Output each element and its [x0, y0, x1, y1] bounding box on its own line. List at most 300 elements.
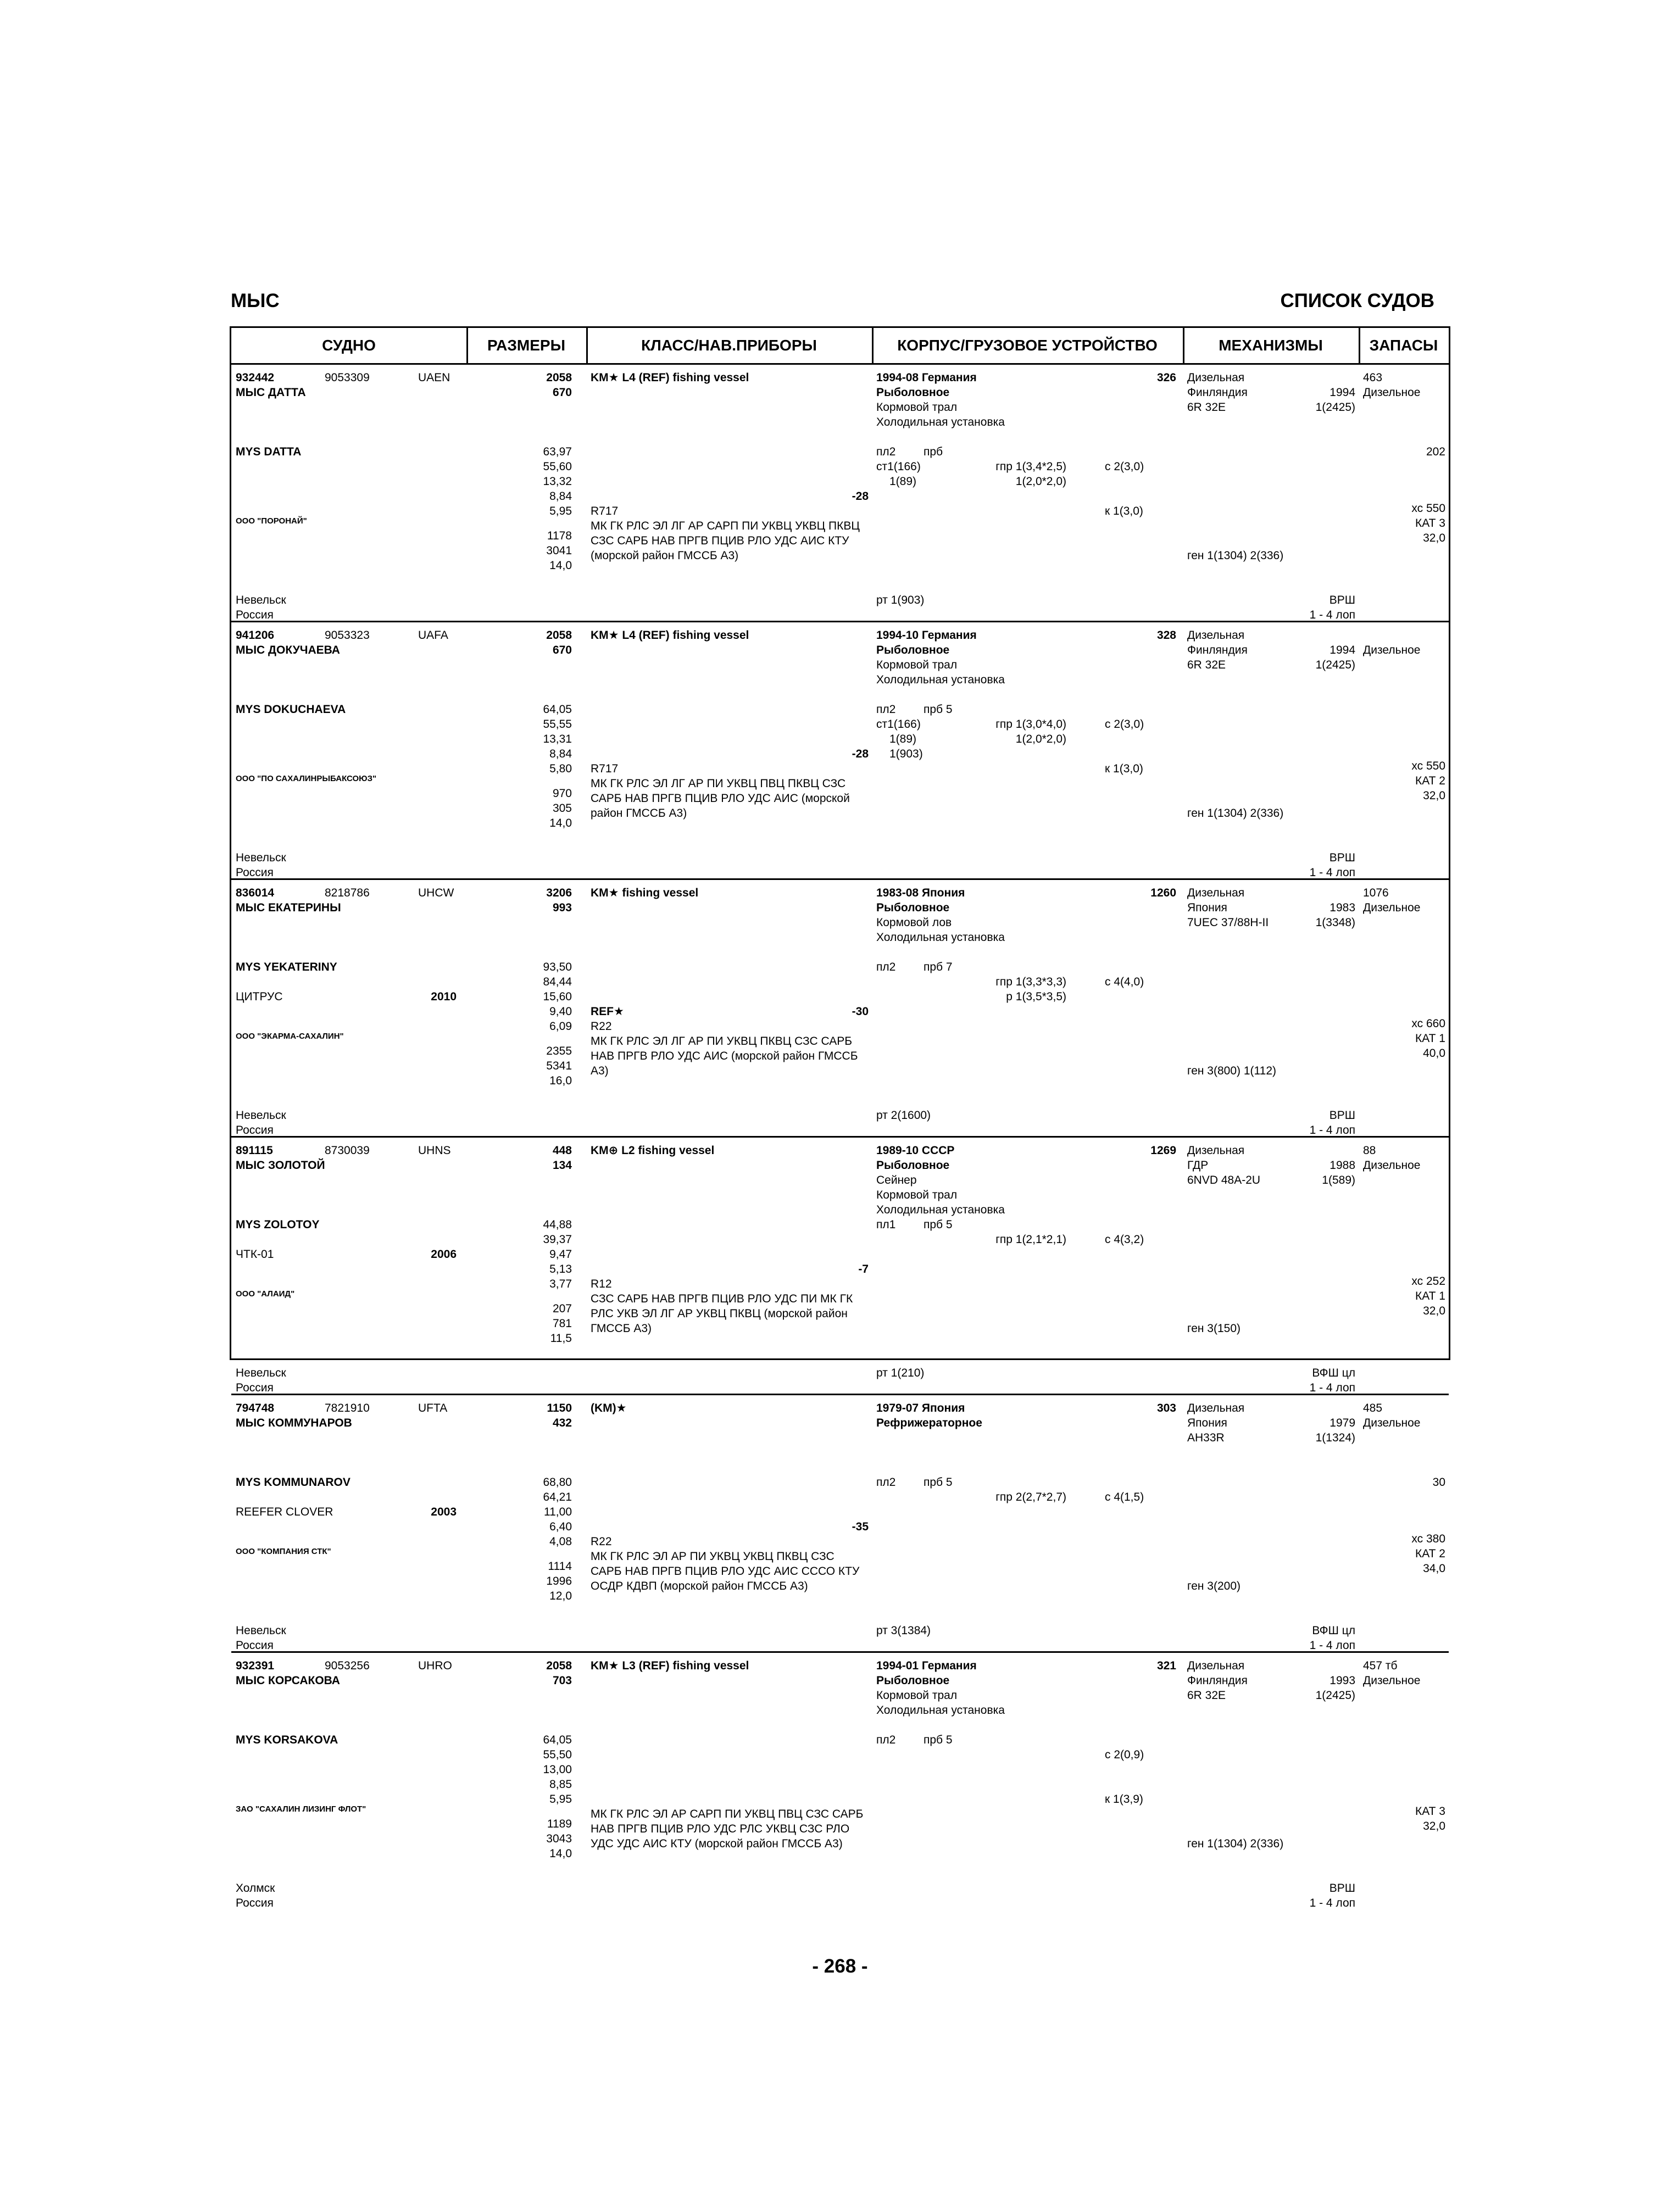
owner: ООО "ПОРОНАЙ": [236, 516, 307, 526]
column-header-stores: ЗАПАСЫ: [1369, 337, 1438, 354]
engine-model: 7UEC 37/88H-II: [1187, 916, 1269, 929]
build-year-country: 1983-08 Япония: [876, 887, 965, 899]
engine-type: Дизельная: [1187, 1659, 1245, 1672]
home-port: Невельск: [236, 851, 286, 864]
engine-country: Финляндия: [1187, 386, 1248, 399]
crane-line: с 2(0,9): [1105, 1748, 1144, 1761]
hull-type-line: Рыболовное: [876, 1159, 950, 1172]
imo-number: 9053309: [325, 371, 370, 384]
imo-number: 9053256: [325, 1659, 370, 1672]
net-tonnage: 670: [552, 644, 572, 656]
register-number: 891115: [236, 1144, 273, 1157]
crane-line: с 2(3,0): [1105, 718, 1144, 731]
crane-line: с 4(1,5): [1105, 1491, 1144, 1503]
net-tonnage: 993: [552, 901, 572, 914]
deck-line: ст1(166): [876, 718, 921, 731]
vessel-name: МЫС КОММУНАРОВ: [236, 1417, 352, 1429]
fuel-type: Дизельное: [1363, 1159, 1421, 1172]
class-notation: KM★ fishing vessel: [591, 887, 699, 899]
dimension-value: 55,60: [543, 460, 572, 473]
fuel-type: Дизельное: [1363, 1417, 1421, 1429]
capacity-value: 14,0: [549, 559, 572, 572]
engine-type: Дизельная: [1187, 1402, 1245, 1414]
vessel-name-latin: MYS KORSAKOVA: [236, 1734, 338, 1746]
dimension-value: 9,40: [549, 1005, 572, 1018]
navigation-equipment: МК ГК РЛС ЭЛ ЛГ АР САРП ПИ УКВЦ УКВЦ ПКВЦ СЗС САРБ НАВ ПРГВ ПЦИВ РЛО УДС АИС КТУ (морской район ГМССБ А3): [591, 520, 860, 562]
deck-line: 1(903): [889, 748, 923, 760]
dimension-value: 5,13: [549, 1263, 572, 1275]
country: Россия: [236, 1381, 274, 1394]
engine-type: Дизельная: [1187, 1144, 1245, 1157]
dimension-value: 64,05: [543, 703, 572, 716]
gross-tonnage: 2058: [546, 1659, 572, 1672]
navigation-equipment: СЗС САРБ НАВ ПРГВ ПЦИВ РЛО УДС ПИ МК ГК РЛС УКВ ЭЛ ЛГ АР УКВЦ ПКВЦ (морской район ГМССБ А3): [591, 1293, 853, 1335]
dimension-value: 63,97: [543, 445, 572, 458]
column-header-class: КЛАСС/НАВ.ПРИБОРЫ: [641, 337, 817, 354]
generators: ген 3(800) 1(112): [1187, 1065, 1276, 1077]
capacity-value: 2355: [546, 1045, 572, 1057]
engine-power: 1(2425): [1315, 659, 1355, 671]
fuel-type: Дизельное: [1363, 1674, 1421, 1687]
refrigerant-code: R22: [591, 1535, 612, 1548]
dimension-value: 8,84: [549, 748, 572, 760]
crane-line: к 1(3,0): [1105, 762, 1143, 775]
deck-line: 1(89): [889, 475, 917, 488]
deck-line: пл1: [876, 1218, 896, 1231]
engine-country: Финляндия: [1187, 644, 1248, 656]
crane-line: к 1(3,9): [1105, 1793, 1143, 1806]
engine-year: 1993: [1329, 1674, 1355, 1687]
imo-number: 9053323: [325, 629, 370, 642]
country: Россия: [236, 1897, 274, 1909]
vessel-name: МЫС ЗОЛОТОЙ: [236, 1159, 325, 1172]
stores-low: 32,0: [1423, 1305, 1445, 1317]
engine-country: Финляндия: [1187, 1674, 1248, 1687]
call-sign: UAEN: [418, 371, 450, 384]
vessel-record: [231, 1138, 1449, 1395]
class-notation: KM★ L3 (REF) fishing vessel: [591, 1659, 749, 1672]
register-number: 932391: [236, 1659, 275, 1672]
build-year-country: 1994-01 Германия: [876, 1659, 977, 1672]
hull-bottom: рт 2(1600): [876, 1109, 931, 1122]
propeller: ВРШ: [1329, 1882, 1355, 1895]
refrigeration-temp: -7: [858, 1263, 869, 1275]
stores-low: хс 550: [1411, 502, 1445, 515]
navigation-equipment: МК ГК РЛС ЭЛ ЛГ АР ПИ УКВЦ ПВЦ ПКВЦ СЗС САРБ НАВ ПРГВ ПЦИВ РЛО УДС АИС (морской район ГМССБ А3): [591, 777, 850, 820]
gear-line: прб 5: [924, 1734, 953, 1746]
stores-low: 40,0: [1423, 1047, 1445, 1060]
column-header-vessel: СУДНО: [322, 337, 376, 354]
gear-line: гпр 1(3,3*3,3): [995, 976, 1066, 988]
dimension-value: 93,50: [543, 961, 572, 973]
header-title-right: СПИСОК СУДОВ: [1280, 290, 1434, 311]
build-year-country: 1979-07 Япония: [876, 1402, 965, 1414]
former-name: ЧТК-01: [236, 1248, 274, 1261]
propeller: ВРШ: [1329, 1109, 1355, 1122]
hull-type-line: Холодильная установка: [876, 1704, 1005, 1717]
capacity-value: 11,5: [550, 1332, 572, 1345]
owner: ЗАО "САХАЛИН ЛИЗИНГ ФЛОТ": [236, 1804, 366, 1814]
former-name-year: 2010: [431, 990, 457, 1003]
engine-model: 6R 32E: [1187, 659, 1226, 671]
home-port: Невельск: [236, 1109, 286, 1122]
stores-low: КАТ 3: [1415, 517, 1445, 530]
stores-low: хс 252: [1411, 1275, 1445, 1288]
dimension-value: 5,80: [549, 762, 572, 775]
engine-country: ГДР: [1187, 1159, 1209, 1172]
refrigerant-code: R22: [591, 1020, 612, 1033]
vessel-record: [231, 1395, 1449, 1653]
former-name: ЦИТРУС: [236, 990, 283, 1003]
propeller: ВРШ: [1329, 594, 1355, 606]
net-tonnage: 432: [552, 1417, 572, 1429]
imo-number: 8730039: [325, 1144, 370, 1157]
dimension-value: 39,37: [543, 1233, 572, 1246]
class-notation: KM⊕ L2 fishing vessel: [591, 1144, 715, 1157]
gross-tonnage: 2058: [546, 371, 572, 384]
engine-year: 1988: [1329, 1159, 1355, 1172]
hull-type-line: Рефрижераторное: [876, 1417, 982, 1429]
hull-bottom: рт 1(210): [876, 1367, 925, 1379]
register-number: 932442: [236, 371, 275, 384]
deck-line: пл2: [876, 1734, 896, 1746]
hull-type-line: Сейнер: [876, 1174, 917, 1186]
dimension-value: 11,00: [544, 1506, 572, 1518]
propeller-blades: 1 - 4 лоп: [1309, 866, 1355, 879]
gross-tonnage: 448: [552, 1144, 572, 1157]
crane-line: с 4(4,0): [1105, 976, 1144, 988]
refrigerant-code: R717: [591, 505, 619, 517]
build-year-country: 1994-08 Германия: [876, 371, 977, 384]
country: Россия: [236, 866, 274, 879]
capacity-value: 16,0: [549, 1074, 572, 1087]
page-number: - 268 -: [812, 1956, 868, 1977]
capacity-value: 1114: [548, 1560, 572, 1573]
hull-type-line: Холодильная установка: [876, 416, 1005, 428]
build-year-country: 1994-10 Германия: [876, 629, 977, 642]
gear-line: 1(2,0*2,0): [1015, 733, 1066, 745]
vessel-record: [231, 880, 1449, 1138]
generators: ген 1(1304) 2(336): [1187, 1837, 1284, 1850]
crane-line: с 2(3,0): [1105, 460, 1144, 473]
propeller: ВФШ цл: [1312, 1367, 1355, 1379]
engine-year: 1994: [1329, 644, 1355, 656]
gear-line: гпр 1(3,4*2,5): [995, 460, 1066, 473]
refrigeration-temp: -28: [852, 490, 869, 503]
capacity-value: 5341: [546, 1060, 572, 1072]
hull-type-line: Холодильная установка: [876, 931, 1005, 944]
class-notation: (KM)★: [591, 1402, 627, 1414]
capacity-value: 781: [552, 1317, 572, 1330]
hull-type-line: Рыболовное: [876, 901, 950, 914]
capacity-value: 207: [552, 1302, 572, 1315]
gear-line: прб 7: [924, 961, 953, 973]
gear-line: прб 5: [924, 1218, 953, 1231]
vessel-record: [231, 622, 1449, 880]
column-header-hull: КОРПУС/ГРУЗОВОЕ УСТРОЙСТВО: [897, 337, 1158, 354]
deck-line: пл2: [876, 703, 896, 716]
engine-type: Дизельная: [1187, 629, 1245, 642]
fuel-type: Дизельное: [1363, 386, 1421, 399]
generators: ген 1(1304) 2(336): [1187, 807, 1284, 820]
stores-top: 463: [1363, 371, 1383, 384]
engine-year: 1983: [1329, 901, 1355, 914]
refrigerant-code: R717: [591, 762, 619, 775]
vessel-name-latin: MYS YEKATERINY: [236, 961, 337, 973]
column-header-dimensions: РАЗМЕРЫ: [487, 337, 566, 354]
imo-number: 7821910: [325, 1402, 370, 1414]
stores-low: хс 550: [1411, 760, 1445, 772]
gear-line: гпр 2(2,7*2,7): [995, 1491, 1066, 1503]
former-name-year: 2006: [431, 1248, 457, 1261]
stores-top: 1076: [1363, 887, 1389, 899]
capacity-value: 14,0: [549, 817, 572, 829]
stores-mid: 202: [1426, 445, 1445, 458]
country: Россия: [236, 609, 274, 621]
propeller-blades: 1 - 4 лоп: [1309, 1639, 1355, 1652]
gross-tonnage: 1150: [547, 1402, 572, 1414]
refrigerant-code: R12: [591, 1278, 612, 1290]
propeller-blades: 1 - 4 лоп: [1309, 1381, 1355, 1394]
hull-type-line: Холодильная установка: [876, 1204, 1005, 1216]
hull-type-line: Кормовой трал: [876, 1689, 958, 1702]
gross-tonnage: 2058: [546, 629, 572, 642]
engine-country: Япония: [1187, 1417, 1227, 1429]
navigation-equipment: МК ГК РЛС ЭЛ АР САРП ПИ УКВЦ ПВЦ СЗС САРБ НАВ ПРГВ ПЦИВ РЛО УДС РЛС УКВЦ СЗС РЛО УДС УДС АИС КТУ (морской район ГМССБ А3): [591, 1808, 864, 1850]
capacity-value: 14,0: [549, 1847, 572, 1860]
hull-length: 1260: [1150, 887, 1176, 899]
generators: ген 1(1304) 2(336): [1187, 549, 1284, 562]
vessel-name: МЫС ДОКУЧАЕВА: [236, 644, 340, 656]
crane-line: к 1(3,0): [1105, 505, 1143, 517]
header-title-left: МЫС: [231, 290, 280, 311]
dimension-value: 6,40: [549, 1520, 572, 1533]
dimension-value: 13,32: [543, 475, 572, 488]
class-notation: KM★ L4 (REF) fishing vessel: [591, 629, 749, 642]
register-number: 941206: [236, 629, 275, 642]
deck-line: пл2: [876, 445, 896, 458]
dimension-value: 8,85: [549, 1778, 572, 1791]
propeller-blades: 1 - 4 лоп: [1309, 1124, 1355, 1137]
capacity-value: 970: [552, 787, 572, 800]
hull-type-line: Кормовой трал: [876, 401, 958, 414]
dimension-value: 15,60: [543, 990, 572, 1003]
dimension-value: 5,95: [549, 1793, 572, 1806]
dimension-value: 64,05: [543, 1734, 572, 1746]
stores-low: КАТ 1: [1415, 1032, 1445, 1045]
hull-type-line: Рыболовное: [876, 386, 950, 399]
ref-notation: REF★: [591, 1005, 624, 1018]
engine-type: Дизельная: [1187, 887, 1245, 899]
engine-power: 1(1324): [1315, 1431, 1355, 1444]
engine-model: 6NVD 48A-2U: [1187, 1174, 1261, 1186]
vessel-record: [231, 365, 1449, 622]
fuel-type: Дизельное: [1363, 644, 1421, 656]
former-name: REEFER CLOVER: [236, 1506, 333, 1518]
call-sign: UFTA: [418, 1402, 448, 1414]
hull-length: 303: [1156, 1402, 1176, 1414]
capacity-value: 3041: [546, 544, 572, 557]
engine-year: 1994: [1329, 386, 1355, 399]
engine-power: 1(2425): [1315, 1689, 1355, 1702]
dimension-value: 13,31: [543, 733, 572, 745]
gear-line: гпр 1(2,1*2,1): [995, 1233, 1066, 1246]
crane-line: с 4(3,2): [1105, 1233, 1144, 1246]
stores-top: 485: [1363, 1402, 1383, 1414]
stores-low: 32,0: [1423, 789, 1445, 802]
stores-low: хс 660: [1411, 1017, 1445, 1030]
net-tonnage: 134: [552, 1159, 572, 1172]
country: Россия: [236, 1124, 274, 1137]
vessel-name-latin: MYS KOMMUNAROV: [236, 1476, 351, 1489]
navigation-equipment: МК ГК РЛС ЭЛ АР ПИ УКВЦ УКВЦ ПКВЦ СЗС САРБ НАВ ПРГВ ПЦИВ РЛО УДС АИС СССО КТУ ОСДР КДВП (морской район ГМССБ А3): [591, 1550, 860, 1592]
dimension-value: 9,47: [549, 1248, 572, 1261]
owner: ООО "КОМПАНИЯ СТК": [236, 1547, 331, 1556]
stores-low: 32,0: [1423, 532, 1445, 544]
owner: ООО "АЛАИД": [236, 1289, 295, 1299]
capacity-value: 12,0: [549, 1590, 572, 1602]
call-sign: UAFA: [418, 629, 448, 642]
engine-country: Япония: [1187, 901, 1227, 914]
engine-model: 6R 32E: [1187, 401, 1226, 414]
propeller: ВФШ цл: [1312, 1624, 1355, 1637]
build-year-country: 1989-10 СССР: [876, 1144, 955, 1157]
refrigeration-temp: -30: [852, 1005, 869, 1018]
capacity-value: 1189: [547, 1818, 572, 1830]
capacity-value: 3043: [546, 1832, 572, 1845]
engine-type: Дизельная: [1187, 371, 1245, 384]
generators: ген 3(150): [1187, 1322, 1241, 1335]
hull-type-line: Рыболовное: [876, 1674, 950, 1687]
capacity-value: 1996: [546, 1575, 572, 1587]
stores-low: КАТ 2: [1415, 775, 1445, 787]
gear-line: р 1(3,5*3,5): [1006, 990, 1066, 1003]
deck-line: ст1(166): [876, 460, 921, 473]
home-port: Невельск: [236, 594, 286, 606]
gear-line: прб: [924, 445, 943, 458]
propeller-blades: 1 - 4 лоп: [1309, 609, 1355, 621]
records: [231, 365, 1449, 1910]
class-notation: KM★ L4 (REF) fishing vessel: [591, 371, 749, 384]
generators: ген 3(200): [1187, 1580, 1241, 1592]
gross-tonnage: 3206: [546, 887, 572, 899]
hull-bottom: рт 3(1384): [876, 1624, 931, 1637]
engine-model: 6R 32E: [1187, 1689, 1226, 1702]
stores-low: КАТ 1: [1415, 1290, 1445, 1302]
call-sign: UHRO: [418, 1659, 452, 1672]
stores-low: хс 380: [1411, 1533, 1445, 1545]
hull-type-line: Холодильная установка: [876, 673, 1005, 686]
stores-top: 88: [1363, 1144, 1376, 1157]
vessel-name: МЫС КОРСАКОВА: [236, 1674, 340, 1687]
gear-line: прб 5: [924, 703, 953, 716]
stores-mid: 30: [1432, 1476, 1445, 1489]
deck-line: пл2: [876, 1476, 896, 1489]
dimension-value: 84,44: [543, 976, 572, 988]
net-tonnage: 670: [552, 386, 572, 399]
dimension-value: 5,95: [549, 505, 572, 517]
vessel-name: МЫС ДАТТА: [236, 386, 306, 399]
stores-low: КАТ 3: [1415, 1805, 1445, 1818]
hull-type-line: Кормовой трал: [876, 659, 958, 671]
hull-length: 326: [1156, 371, 1176, 384]
home-port: Невельск: [236, 1624, 286, 1637]
vessel-name-latin: MYS ZOLOTOY: [236, 1218, 320, 1231]
gear-line: 1(2,0*2,0): [1015, 475, 1066, 488]
fuel-type: Дизельное: [1363, 901, 1421, 914]
register-number: 794748: [236, 1402, 275, 1414]
vessel-name-latin: MYS DOKUCHAEVA: [236, 703, 346, 716]
home-port: Невельск: [236, 1367, 286, 1379]
deck-line: 1(89): [889, 733, 917, 745]
ship-list-table: [230, 326, 1450, 1909]
capacity-value: 1178: [547, 530, 572, 542]
deck-line: пл2: [876, 961, 896, 973]
dimension-value: 13,00: [543, 1763, 572, 1776]
refrigeration-temp: -35: [852, 1520, 869, 1533]
hull-length: 321: [1156, 1659, 1176, 1672]
dimension-value: 8,84: [549, 490, 572, 503]
stores-low: 32,0: [1423, 1820, 1445, 1832]
engine-model: AH33R: [1187, 1431, 1225, 1444]
column-headers: [231, 328, 1449, 365]
stores-low: КАТ 2: [1415, 1547, 1445, 1560]
dimension-value: 6,09: [549, 1020, 572, 1033]
dimension-value: 55,50: [543, 1748, 572, 1761]
home-port: Холмск: [236, 1882, 275, 1895]
gear-line: гпр 1(3,0*4,0): [995, 718, 1066, 731]
engine-power: 1(3348): [1315, 916, 1355, 929]
imo-number: 8218786: [325, 887, 370, 899]
net-tonnage: 703: [552, 1674, 572, 1687]
dimension-value: 64,21: [543, 1491, 572, 1503]
stores-top: 457 тб: [1363, 1659, 1398, 1672]
register-number: 836014: [236, 887, 275, 899]
hull-bottom: рт 1(903): [876, 594, 925, 606]
refrigeration-temp: -28: [852, 748, 869, 760]
hull-type-line: Рыболовное: [876, 644, 950, 656]
dimension-value: 68,80: [543, 1476, 572, 1489]
vessel-name: МЫС ЕКАТЕРИНЫ: [236, 901, 341, 914]
hull-length: 328: [1156, 629, 1176, 642]
vessel-record: [231, 1653, 1449, 1910]
propeller-blades: 1 - 4 лоп: [1309, 1897, 1355, 1909]
country: Россия: [236, 1639, 274, 1652]
capacity-value: 305: [552, 802, 572, 815]
vessel-name-latin: MYS DATTA: [236, 445, 302, 458]
engine-power: 1(2425): [1315, 401, 1355, 414]
propeller: ВРШ: [1329, 851, 1355, 864]
dimension-value: 55,55: [543, 718, 572, 731]
hull-length: 1269: [1150, 1144, 1176, 1157]
gear-line: прб 5: [924, 1476, 953, 1489]
call-sign: UHCW: [418, 887, 454, 899]
engine-power: 1(589): [1322, 1174, 1355, 1186]
engine-year: 1979: [1329, 1417, 1355, 1429]
dimension-value: 44,88: [543, 1218, 572, 1231]
hull-type-line: Кормовой трал: [876, 1189, 958, 1201]
call-sign: UHNS: [418, 1144, 451, 1157]
owner: ООО "ЭКАРМА-САХАЛИН": [236, 1032, 344, 1041]
owner: ООО "ПО САХАЛИНРЫБАКСОЮЗ": [236, 774, 377, 783]
hull-type-line: Кормовой лов: [876, 916, 952, 929]
former-name-year: 2003: [431, 1506, 457, 1518]
dimension-value: 3,77: [549, 1278, 572, 1290]
navigation-equipment: МК ГК РЛС ЭЛ ЛГ АР ПИ УКВЦ ПКВЦ СЗС САРБ НАВ ПРГВ РЛО УДС АИС (морской район ГМССБ А3): [591, 1035, 858, 1077]
column-header-machinery: МЕХАНИЗМЫ: [1219, 337, 1323, 354]
stores-low: 34,0: [1423, 1562, 1445, 1575]
dimension-value: 4,08: [549, 1535, 572, 1548]
